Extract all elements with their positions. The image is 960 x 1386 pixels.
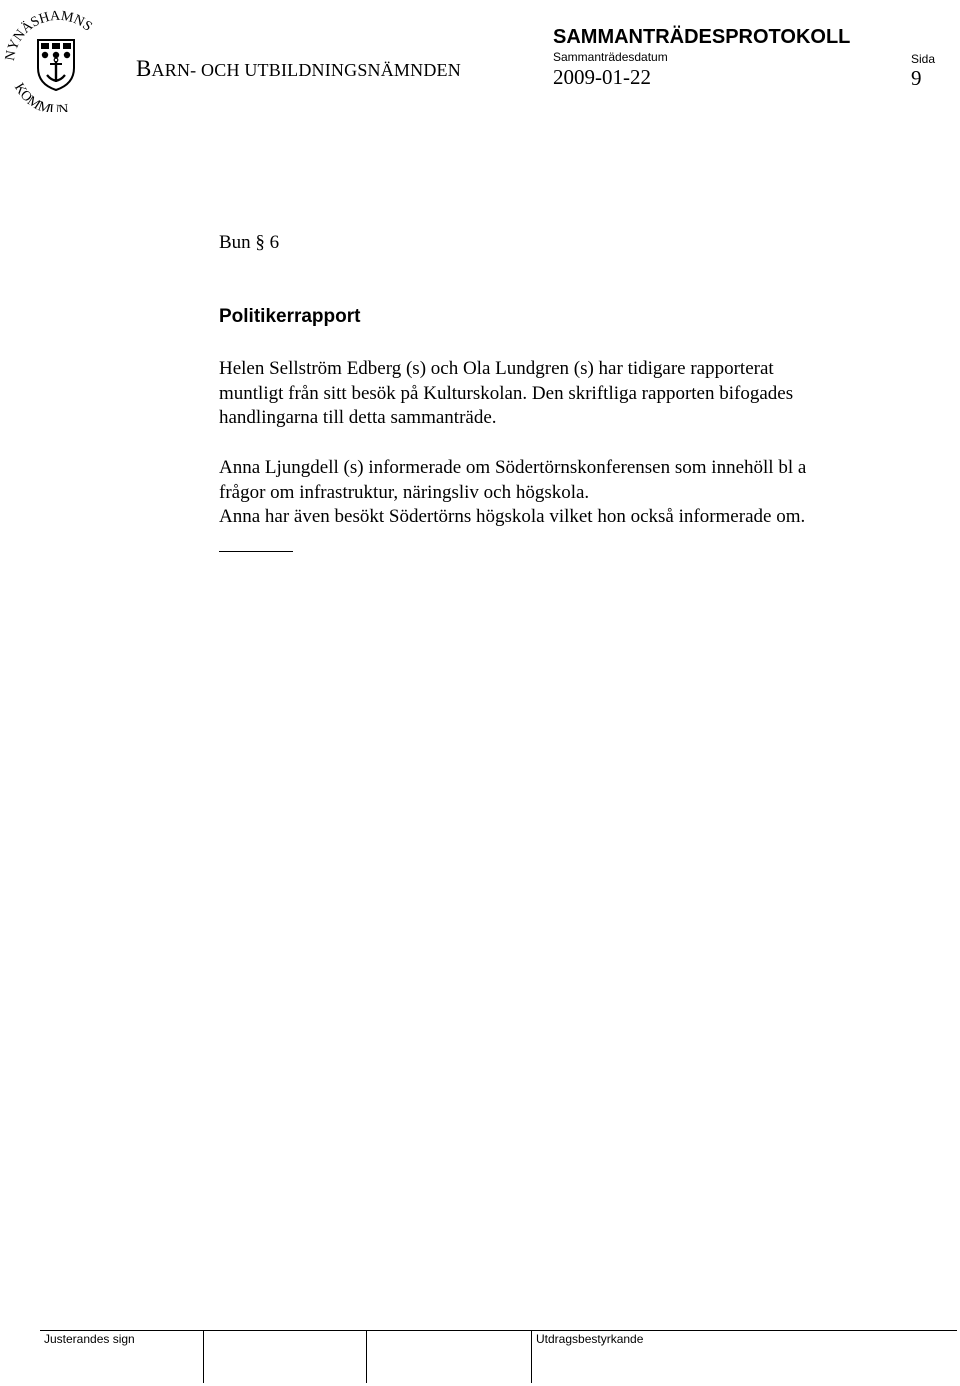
page-label: Sida <box>911 52 936 66</box>
signature-box <box>531 1331 532 1383</box>
meeting-date-label: Sammanträdesdatum <box>553 50 668 64</box>
meeting-date-value: 2009-01-22 <box>553 65 651 89</box>
paragraph-line: Anna har även besökt Södertörns högskola vilket hon också informerade om. <box>219 506 806 527</box>
paragraph-line: frågor om infrastruktur, näringsliv och högskola. <box>219 481 590 503</box>
paragraph-line: Helen Sellström Edberg (s) och Ola Lundgren (s) har tidigare rapporterat <box>219 358 774 379</box>
adjuster-sign-label: Justerandes sign <box>44 1332 135 1346</box>
paragraph-line: handlingarna till detta sammanträde. <box>219 407 497 428</box>
department-name <box>136 56 461 82</box>
section-heading: Politikerrapport <box>219 306 361 327</box>
svg-text:NYNÄSHAMNS: NYNÄSHAMNS <box>2 8 95 62</box>
section-id: Bun § 6 <box>219 232 280 253</box>
page-number: 9 <box>911 66 922 90</box>
signature-box <box>203 1331 204 1383</box>
coat-of-arms-icon <box>0 0 112 112</box>
signature-box <box>366 1331 367 1383</box>
protocol-title: SAMMANTRÄDESPROTOKOLL <box>553 26 851 48</box>
signature-footer <box>40 1330 957 1386</box>
paragraph-line: muntligt från sitt besök på Kulturskolan. Den skriftliga rapporten bifogades <box>219 382 794 404</box>
extract-certifier-label: Utdragsbestyrkande <box>536 1332 644 1346</box>
paragraph-2 <box>219 456 939 530</box>
paragraph-1 <box>219 357 939 431</box>
department-name-rest: ARN- OCH UTBILDNINGSNÄMNDEN <box>151 60 461 80</box>
municipality-logo <box>0 0 112 112</box>
section-end-rule <box>219 551 293 552</box>
paragraph-line: Anna Ljungdell (s) informerade om Södertörnskonferensen som innehöll bl a <box>219 457 807 478</box>
department-initial: B <box>136 56 152 81</box>
svg-text:KOMMUN: KOMMUN <box>10 80 70 112</box>
